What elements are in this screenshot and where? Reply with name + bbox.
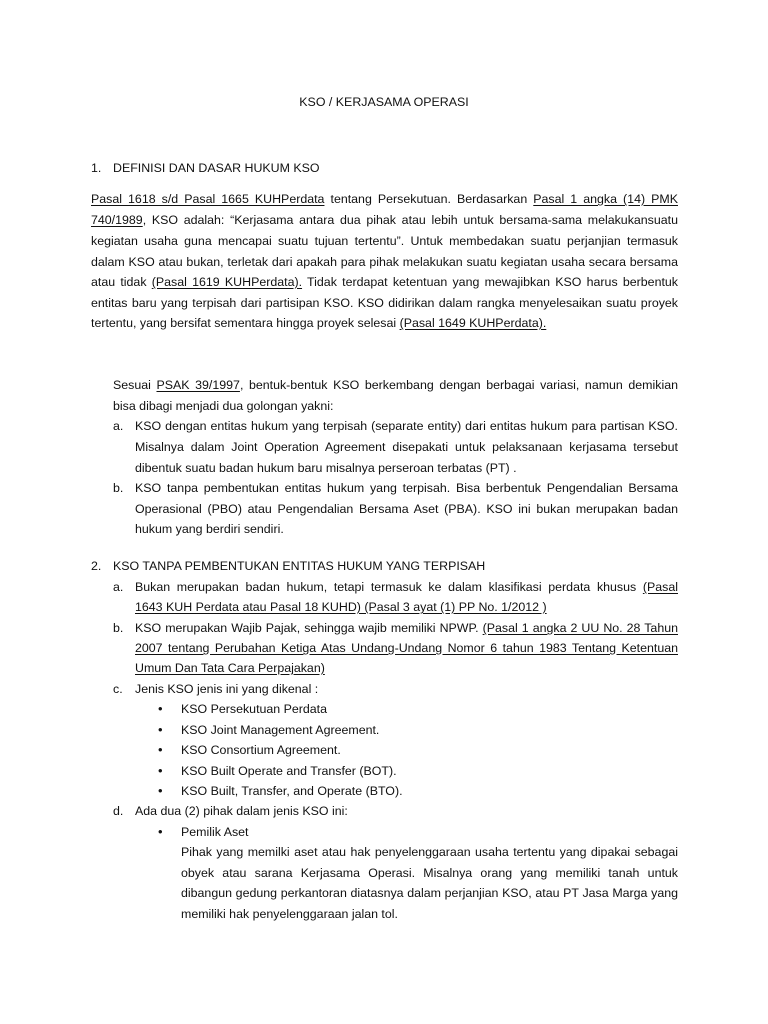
list-item-line: Umum Dan Tata Cara Perpajakan) — [135, 661, 325, 675]
list-item-line: Misalnya dalam Joint Operation Agreement disepakati untuk pelaksanaan kerjasama tersebut — [135, 440, 678, 454]
description-line: dibangun gedung perkantoran diatasnya dalam perjanjian KSO, atau PT Jasa Marga yang — [181, 886, 678, 900]
description-line: memiliki hak penyelenggaraan jalan tol. — [181, 907, 398, 921]
legal-reference: (Pasal 1 angka 2 UU No. 28 Tahun — [482, 621, 678, 635]
bullet-item: KSO Consortium Agreement. — [181, 743, 341, 757]
text-run: Bukan merupakan badan hukum, tetapi termasuk ke dalam klasifikasi perdata khusus — [135, 580, 643, 594]
list-marker-b: b. — [113, 621, 124, 635]
paragraph-line: dalam KSO atau bukan, terletak dari apakah para pihak melakukan suatu kegiatan usaha secara bersama — [91, 255, 678, 269]
paragraph-line — [91, 189, 678, 210]
text-run: atau tidak — [91, 275, 152, 289]
text-run: , bentuk-bentuk KSO berkembang dengan berbagai variasi, namun demikian — [239, 378, 678, 392]
section-1-heading: DEFINISI DAN DASAR HUKUM KSO — [113, 161, 320, 175]
list-item-line — [135, 597, 547, 618]
legal-reference: (Pasal 1619 KUHPerdata). — [151, 275, 303, 289]
bullet-item: Pemilik Aset — [181, 825, 249, 839]
bullet-item: KSO Persekutuan Perdata — [181, 702, 328, 716]
paragraph-line — [91, 210, 678, 231]
legal-reference: (Pasal 1649 KUHPerdata). — [399, 316, 547, 330]
bullet-icon: • — [158, 722, 163, 737]
list-item-line — [135, 618, 678, 639]
text-run: tentang Persekutuan. Berdasarkan — [324, 192, 534, 206]
text-run: Tidak terdapat ketentuan yang mewajibkan KSO harus berbentuk — [302, 275, 678, 289]
list-item-line: 2007 tentang Perubahan Ketiga Atas Undang-Undang Nomor 6 tahun 1983 Tentang Ketentuan — [135, 641, 678, 655]
legal-reference: (Pasal — [642, 580, 678, 594]
list-item-line: Jenis KSO jenis ini yang dikenal : — [135, 682, 319, 696]
paragraph-line — [91, 313, 546, 334]
list-item-line: KSO dengan entitas hukum yang terpisah (separate entity) dari entitas hukum para partisan KSO. — [135, 419, 678, 433]
bullet-item: KSO Built, Transfer, and Operate (BTO). — [181, 784, 403, 798]
paragraph-line: kegiatan usaha guna mencapai suatu tujuan tertentu”. Untuk membedakan suatu perjanjian termasuk — [91, 234, 678, 248]
legal-reference: Pasal 1 angka (14) PMK — [533, 192, 678, 206]
legal-reference: Pasal 1618 s/d Pasal 1665 KUHPerdata — [91, 192, 325, 206]
bullet-item: KSO Built Operate and Transfer (BOT). — [181, 764, 397, 778]
section-1-number: 1. — [91, 161, 102, 175]
list-marker-a: a. — [113, 419, 124, 433]
description-line: Pihak yang memilki aset atau hak penyelenggaraan usaha tertentu yang dipakai sebagai — [181, 845, 678, 859]
paragraph-line: entitas baru yang terpisah dari partisipan KSO. KSO didirikan dalam rangka menyelesaikan suatu proyek — [91, 296, 678, 310]
section-2-number: 2. — [91, 559, 102, 573]
bullet-icon: • — [158, 742, 163, 757]
bullet-icon: • — [158, 783, 163, 798]
list-marker-a: a. — [113, 580, 124, 594]
text-run: tertentu, yang bersifat sementara hingga proyek selesai — [91, 316, 400, 330]
list-item-line: dibentuk suatu badan hukum baru misalnya perseroan terbatas (PT) . — [135, 461, 517, 475]
description-line: obyek atau sarana Kerjasama Operasi. Misalnya orang yang memiliki tanah untuk — [181, 866, 678, 880]
list-marker-c: c. — [113, 682, 123, 696]
bullet-icon: • — [158, 824, 163, 839]
legal-reference: 1643 KUH Perdata atau Pasal 18 KUHD) (Pasal 3 ayat (1) PP No. 1/2012 ) — [135, 600, 547, 614]
list-item-line: Ada dua (2) pihak dalam jenis KSO ini: — [135, 804, 348, 818]
list-marker-b: b. — [113, 481, 124, 495]
bullet-icon: • — [158, 763, 163, 778]
paragraph-line — [113, 375, 678, 396]
bullet-icon: • — [158, 701, 163, 716]
text-run: KSO merupakan Wajib Pajak, sehingga wajib memiliki NPWP. — [135, 621, 483, 635]
list-item-line — [135, 577, 678, 598]
document-title: KSO / KERJASAMA OPERASI — [299, 95, 469, 109]
paragraph-line — [91, 272, 678, 293]
legal-reference: PSAK 39/1997 — [156, 378, 240, 392]
legal-reference: 740/1989 — [91, 213, 143, 227]
list-item-line: KSO tanpa pembentukan entitas hukum yang terpisah. Bisa berbentuk Pengendalian Bersama — [135, 481, 678, 495]
list-item-line: hukum yang berdiri sendiri. — [135, 522, 284, 536]
list-item-line: Operasional (PBO) atau Pengendalian Bersama Aset (PBA). KSO ini bukan merupakan badan — [135, 502, 678, 516]
section-2-heading: KSO TANPA PEMBENTUKAN ENTITAS HUKUM YANG TERPISAH — [113, 559, 486, 573]
paragraph-line: bisa dibagi menjadi dua golongan yakni: — [113, 399, 334, 413]
bullet-item: KSO Joint Management Agreement. — [181, 723, 380, 737]
text-run: Sesuai — [113, 378, 157, 392]
text-run: , KSO adalah: “Kerjasama antara dua pihak atau lebih untuk bersama-sama melakukansuatu — [142, 213, 678, 227]
list-marker-d: d. — [113, 804, 124, 818]
